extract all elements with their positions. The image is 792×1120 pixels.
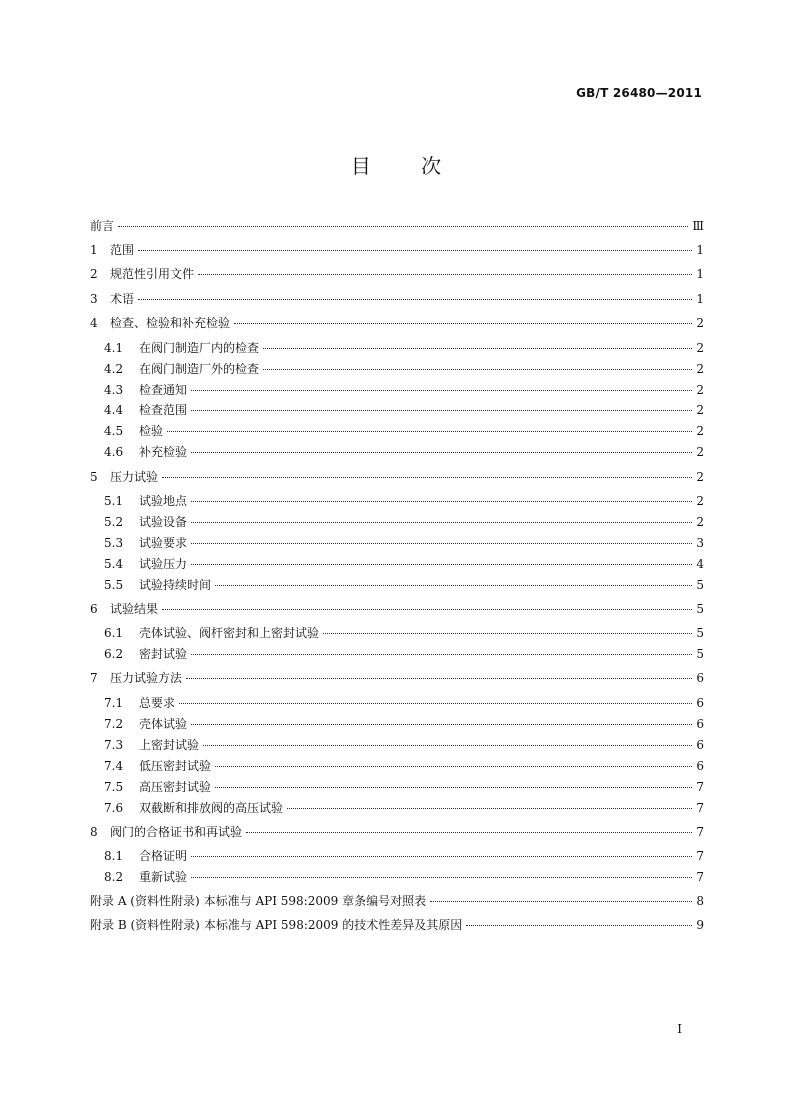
toc-entry-label: 总要求 (139, 696, 176, 710)
toc-entry-number: 7.5 (104, 780, 124, 794)
toc-entry-page: 3 (696, 536, 704, 550)
dot-leader (191, 724, 692, 725)
toc-entry[interactable] (90, 219, 704, 233)
toc-entry-label: 检查、检验和补充检验 (110, 316, 231, 330)
dot-leader (263, 369, 692, 370)
dot-leader (215, 787, 692, 788)
toc-entry-number: 8 (90, 825, 98, 839)
toc-entry[interactable] (90, 383, 704, 397)
toc-entry-page: 6 (696, 696, 704, 710)
toc-entry-page: 8 (696, 894, 704, 908)
toc-entry-page: 4 (696, 557, 704, 571)
toc-entry-page: 2 (696, 362, 704, 376)
toc-entry-number: 7 (90, 671, 98, 685)
toc-entry[interactable] (90, 801, 704, 815)
toc-entry-label: 合格证明 (139, 849, 188, 863)
toc-entry[interactable] (90, 717, 704, 731)
toc-entry-number: 5.5 (104, 578, 124, 592)
toc-entry-number: 6.1 (104, 626, 124, 640)
dot-leader (234, 323, 692, 324)
toc-entry-page: 2 (696, 494, 704, 508)
dot-leader (167, 431, 692, 432)
toc-entry-page: 2 (696, 341, 704, 355)
dot-leader (191, 501, 692, 502)
toc-entry-number: 7.4 (104, 759, 124, 773)
dot-leader (246, 832, 692, 833)
dot-leader (191, 877, 692, 878)
dot-leader (179, 703, 692, 704)
toc-entry[interactable] (90, 316, 704, 330)
toc-entry[interactable] (90, 825, 704, 839)
toc-entry-label: 压力试验 (110, 470, 159, 484)
dot-leader (191, 654, 692, 655)
toc-entry-label: 检查通知 (139, 383, 188, 397)
toc-entry-label: 壳体试验、阀杆密封和上密封试验 (139, 626, 320, 640)
page-number: I (677, 1022, 682, 1036)
toc-entry-label: 低压密封试验 (139, 759, 212, 773)
toc-entry-label: 检查范围 (139, 403, 188, 417)
toc-entry-page: 5 (696, 626, 704, 640)
toc-entry-label: 术语 (110, 292, 135, 306)
dot-leader (203, 745, 692, 746)
toc-entry[interactable] (90, 403, 704, 417)
toc-entry-number: 4.1 (104, 341, 124, 355)
toc-entry-label: 压力试验方法 (110, 671, 183, 685)
toc-entry[interactable] (90, 557, 704, 571)
toc-entry-page: 5 (696, 602, 704, 616)
toc-entry-label: 试验设备 (139, 515, 188, 529)
dot-leader (466, 925, 692, 926)
toc-entry-label: 本标准与 API 598:2009 的技术性差异及其原因 (203, 918, 463, 932)
toc-entry[interactable] (90, 494, 704, 508)
toc-entry-page: 6 (696, 759, 704, 773)
toc-entry-label: 壳体试验 (139, 717, 188, 731)
toc-entry-number: 6.2 (104, 647, 124, 661)
toc-entry-label: 阀门的合格证书和再试验 (110, 825, 243, 839)
toc-entry-number: 7.1 (104, 696, 124, 710)
toc-entry-number: 5.3 (104, 536, 124, 550)
dot-leader (138, 250, 692, 251)
toc-entry[interactable] (90, 870, 704, 884)
toc-entry-page: 6 (696, 671, 704, 685)
toc-entry[interactable] (90, 626, 704, 640)
toc-entry-page: 2 (696, 470, 704, 484)
toc-entry-page: 2 (696, 445, 704, 459)
page-title: 目 次 (350, 154, 442, 178)
toc-entry[interactable] (90, 362, 704, 376)
toc-entry-page: 1 (696, 267, 704, 281)
toc-entry-page: 2 (696, 316, 704, 330)
toc-entry-label: 检验 (139, 424, 164, 438)
toc-entry[interactable] (90, 759, 704, 773)
toc-entry[interactable] (90, 243, 704, 257)
toc-entry-number: 4.5 (104, 424, 124, 438)
toc-entry[interactable] (90, 849, 704, 863)
toc-entry[interactable] (90, 894, 704, 908)
dot-leader (215, 766, 692, 767)
dot-leader (198, 274, 692, 275)
dot-leader (191, 564, 692, 565)
dot-leader (191, 390, 692, 391)
toc-entry-label: 上密封试验 (139, 738, 200, 752)
toc-entry-page: 1 (696, 243, 704, 257)
toc-entry[interactable] (90, 470, 704, 484)
toc-entry[interactable] (90, 578, 704, 592)
dot-leader (323, 633, 692, 634)
toc-entry-number: 7.2 (104, 717, 124, 731)
toc-entry[interactable] (90, 602, 704, 616)
toc-entry[interactable] (90, 267, 704, 281)
toc-entry-number: 7.6 (104, 801, 124, 815)
toc-entry-page: 7 (696, 780, 704, 794)
toc-entry-number: 5.4 (104, 557, 124, 571)
toc-entry-number: 2 (90, 267, 98, 281)
toc-entry-page: 2 (696, 383, 704, 397)
toc-entry-page: Ⅲ (692, 219, 704, 233)
toc-entry-page: 7 (696, 849, 704, 863)
toc-entry-page: 5 (696, 647, 704, 661)
toc-entry-number: 5.1 (104, 494, 124, 508)
dot-leader (191, 452, 692, 453)
dot-leader (162, 609, 692, 610)
standard-code: GB/T 26480—2011 (576, 86, 702, 100)
toc-entry-number: 3 (90, 292, 98, 306)
toc-entry-number: 附录 A (资料性附录) (90, 894, 200, 908)
toc-entry[interactable] (90, 515, 704, 529)
toc-entry[interactable] (90, 780, 704, 794)
toc-entry[interactable] (90, 671, 704, 685)
toc-entry-label: 密封试验 (139, 647, 188, 661)
toc-entry-label: 范围 (110, 243, 135, 257)
dot-leader (138, 299, 692, 300)
toc-entry-label: 试验结果 (110, 602, 159, 616)
toc-entry-label: 前言 (90, 219, 115, 233)
toc-entry[interactable] (90, 445, 704, 459)
toc-entry-number: 附录 B (资料性附录) (90, 918, 200, 932)
toc-entry-page: 6 (696, 717, 704, 731)
toc-entry-page: 9 (696, 918, 704, 932)
toc-entry-label: 规范性引用文件 (110, 267, 195, 281)
toc-entry-page: 2 (696, 403, 704, 417)
toc-entry[interactable] (90, 536, 704, 550)
toc-entry-number: 6 (90, 602, 98, 616)
toc-entry-number: 4.2 (104, 362, 124, 376)
dot-leader (162, 477, 692, 478)
toc-entry-number: 4 (90, 316, 98, 330)
toc-entry-page: 7 (696, 825, 704, 839)
toc-entry-number: 4.4 (104, 403, 124, 417)
toc-entry-label: 重新试验 (139, 870, 188, 884)
dot-leader (215, 585, 692, 586)
toc-entry-label: 补充检验 (139, 445, 188, 459)
toc-entry[interactable] (90, 696, 704, 710)
toc-entry-label: 高压密封试验 (139, 780, 212, 794)
toc-entry-page: 7 (696, 801, 704, 815)
toc-entry[interactable] (90, 424, 704, 438)
toc-entry-label: 在阀门制造厂内的检查 (139, 341, 260, 355)
toc-entry[interactable] (90, 341, 704, 355)
dot-leader (191, 410, 692, 411)
dot-leader (287, 808, 692, 809)
toc-entry-number: 1 (90, 243, 98, 257)
toc-entry-label: 双截断和排放阀的高压试验 (139, 801, 284, 815)
dot-leader (191, 543, 692, 544)
toc-entry-label: 试验地点 (139, 494, 188, 508)
toc-entry-label: 试验持续时间 (139, 578, 212, 592)
dot-leader (191, 522, 692, 523)
toc-entry-page: 7 (696, 870, 704, 884)
toc-entry-label: 试验压力 (139, 557, 188, 571)
toc-entry-number: 7.3 (104, 738, 124, 752)
toc-entry-number: 8.1 (104, 849, 124, 863)
toc-entry-number: 4.6 (104, 445, 124, 459)
dot-leader (118, 226, 688, 227)
toc-entry-number: 8.2 (104, 870, 124, 884)
toc-entry-page: 5 (696, 578, 704, 592)
dot-leader (186, 678, 692, 679)
toc-entry-label: 试验要求 (139, 536, 188, 550)
toc-entry-page: 2 (696, 424, 704, 438)
dot-leader (263, 348, 692, 349)
toc-entry-page: 2 (696, 515, 704, 529)
toc-entry-label: 本标准与 API 598:2009 章条编号对照表 (203, 894, 427, 908)
toc-entry-page: 6 (696, 738, 704, 752)
toc-entry[interactable] (90, 738, 704, 752)
toc-entry-number: 5.2 (104, 515, 124, 529)
toc-entry[interactable] (90, 647, 704, 661)
toc-entry-page: 1 (696, 292, 704, 306)
toc-entry[interactable] (90, 292, 704, 306)
toc-entry[interactable] (90, 918, 704, 932)
dot-leader (191, 856, 692, 857)
toc-entry-number: 4.3 (104, 383, 124, 397)
dot-leader (430, 901, 692, 902)
toc-entry-label: 在阀门制造厂外的检查 (139, 362, 260, 376)
toc-entry-number: 5 (90, 470, 98, 484)
